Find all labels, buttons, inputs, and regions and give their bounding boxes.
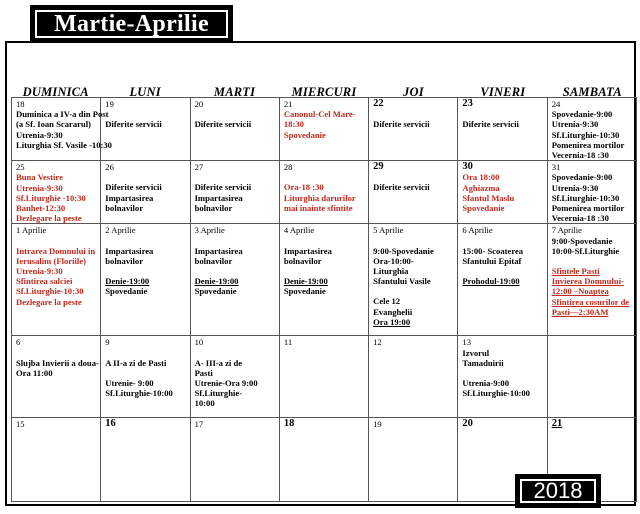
event-line: Sfintirea cosurilor de: [551, 296, 630, 307]
spacer: [462, 236, 544, 246]
day-number: 4 Aprilie: [283, 225, 315, 236]
event-line: 12:00 –Noaptea: [551, 286, 609, 297]
day-number: 23: [462, 98, 473, 109]
event-line: Sf.Liturghie-10:30: [551, 192, 620, 203]
day-cell: [12, 336, 101, 418]
event-line: Diferite servicii: [373, 182, 430, 193]
spacer: [16, 348, 98, 358]
day-cell: [369, 418, 458, 502]
event-line: bolnavilor: [194, 202, 233, 213]
day-number: 13: [462, 337, 471, 348]
weekday-label: VINERI: [480, 85, 526, 99]
event-line: 10:00: [194, 398, 215, 409]
week-row: [12, 336, 637, 418]
event-line: Liturghia: [373, 266, 409, 277]
spacer: [105, 348, 187, 358]
day-cell: [369, 98, 458, 161]
day-number: 28: [283, 162, 293, 173]
year-label: 2018: [533, 478, 583, 503]
event-line: Sfantului Epitaf: [462, 255, 522, 266]
event-line: Utrenia-9:30: [16, 182, 63, 193]
weekday-label: JOI: [403, 85, 424, 99]
year-badge: [515, 474, 601, 508]
day-cell: [12, 224, 101, 336]
day-number: 30: [462, 161, 473, 173]
day-cell: [458, 336, 547, 418]
event-line: Ora-10:00-: [373, 255, 414, 266]
spacer: [462, 109, 544, 119]
event-line: Spovedanie-9:00: [551, 172, 613, 183]
event-line: Prohodul-19:00: [462, 276, 520, 287]
event-line: Impartasirea: [283, 245, 332, 256]
event-line: Dezlegare la peste: [16, 296, 82, 307]
event-line: Impartasirea: [194, 192, 243, 203]
event-line: Pomenirea mortilor: [551, 139, 625, 150]
event-line: Sf.Liturghie -10:30: [16, 192, 86, 203]
event-line: Evanghelii: [373, 306, 413, 317]
day-cell: [458, 224, 547, 336]
day-number: 19: [105, 99, 114, 109]
event-line: 18:30: [283, 119, 304, 130]
event-line: 9:00-Spovedanie: [373, 245, 434, 256]
event-line: Spovedanie: [105, 286, 148, 297]
spacer: [284, 236, 366, 246]
event-line: Utrenia-9:00: [462, 378, 510, 389]
spacer: [105, 172, 187, 182]
day-cell: [279, 161, 368, 224]
day-number: 29: [373, 161, 384, 173]
day-cell: [547, 98, 636, 161]
event-line: Liturghia Sf. Vasile -10:30: [16, 139, 112, 150]
event-line: Diferite servicii: [105, 182, 162, 193]
day-number: 25: [16, 162, 25, 173]
event-line: bolnavilor: [105, 255, 144, 266]
day-number: 6: [16, 337, 21, 348]
spacer: [195, 266, 277, 276]
event-line: Ierusalim (Floriile): [16, 255, 86, 266]
event-line: Sf.Liturghie-10:00: [462, 388, 530, 399]
day-number: 20: [462, 418, 473, 430]
event-line: Ora 11:00: [16, 367, 53, 378]
spacer: [195, 172, 277, 182]
day-number: 27: [194, 162, 204, 173]
weekday-label: SAMBATA: [562, 85, 622, 99]
spacer: [105, 109, 187, 119]
spacer: [462, 368, 544, 378]
event-line: 9:00-Spovedanie: [551, 235, 613, 246]
day-cell: [279, 418, 368, 502]
day-cell: [101, 224, 190, 336]
week-row: [12, 98, 637, 161]
day-cell: [547, 336, 636, 418]
day-number: 12: [373, 337, 382, 348]
event-line: Denie-19:00: [283, 276, 328, 287]
day-cell: [190, 98, 279, 161]
spacer: [16, 236, 98, 246]
day-number: 1 Aprilie: [16, 225, 47, 236]
event-line: (a Sf. Ioan Scararul): [16, 119, 91, 130]
event-line: Sfintele Pasti: [551, 266, 600, 277]
event-line: Pomenirea mortilor: [551, 203, 625, 214]
event-line: Intrarea Domnului in: [16, 245, 96, 256]
day-cell: [12, 161, 101, 224]
day-cell: [190, 161, 279, 224]
spacer: [195, 348, 277, 358]
day-number: 9: [105, 337, 110, 348]
event-line: Tamaduirii: [462, 357, 504, 368]
event-line: Diferite servicii: [194, 119, 252, 130]
week-row: [12, 224, 637, 336]
week-row: [12, 161, 637, 224]
event-line: Izvorul: [462, 347, 490, 358]
day-number: 24: [551, 99, 561, 109]
event-line: Impartasirea: [105, 192, 154, 203]
event-line: Utrenia-9:30: [16, 266, 63, 277]
day-number: 26: [105, 162, 114, 173]
day-number: 21: [283, 99, 293, 109]
event-line: Banhet-12:30: [16, 203, 66, 214]
day-cell: [547, 161, 636, 224]
event-line: Ora-18 :30: [283, 182, 324, 193]
day-number: 5 Aprilie: [373, 225, 404, 236]
day-cell: [279, 336, 368, 418]
day-number: 18: [16, 99, 25, 109]
day-number: 16: [105, 418, 116, 430]
day-cell: [12, 418, 101, 502]
title-badge: [30, 5, 233, 43]
event-line: Buna Vestire: [16, 172, 63, 183]
day-cell: [547, 224, 636, 336]
event-line: Denie-19:00: [194, 276, 239, 287]
day-number: 15: [16, 419, 25, 430]
day-cell: [190, 336, 279, 418]
event-line: Diferite servicii: [373, 119, 430, 130]
day-number: 2 Aprilie: [105, 225, 136, 236]
event-line: Ora 18:00: [462, 172, 500, 183]
event-line: Diferite servicii: [194, 182, 252, 193]
event-line: Spovedanie: [194, 286, 237, 297]
day-number: 3 Aprilie: [194, 225, 225, 236]
event-line: 10:00-Sf.Liturghie: [551, 245, 620, 256]
event-line: Sfantul Maslu: [462, 192, 515, 203]
spacer: [373, 286, 455, 296]
event-line: Sf.Liturghie-10:00: [105, 388, 173, 399]
day-number: 21: [551, 418, 563, 430]
weekday-label: DUMINICA: [22, 85, 89, 99]
day-cell: [101, 418, 190, 502]
spacer: [373, 172, 455, 182]
spacer: [105, 266, 187, 276]
day-number: 20: [194, 99, 204, 109]
weekday-label: MARTI: [213, 85, 256, 99]
event-line: Canonul-Cel Mare-: [283, 109, 356, 120]
event-line: bolnavilor: [194, 255, 233, 266]
event-line: Impartasirea: [194, 245, 243, 256]
calendar-title: Martie-Aprilie: [54, 10, 209, 37]
event-line: Dezlegare la peste: [16, 213, 82, 224]
calendar-grid: [11, 97, 637, 502]
event-line: Sf.Liturghie-: [194, 388, 243, 399]
spacer: [462, 266, 544, 276]
event-line: Diferite servicii: [105, 119, 162, 130]
day-cell: [101, 161, 190, 224]
weekday-label: LUNI: [129, 85, 161, 99]
day-cell: [190, 418, 279, 502]
event-line: Denie-19:00: [105, 276, 150, 287]
event-line: bolnavilor: [283, 255, 322, 266]
spacer: [373, 109, 455, 119]
event-line: Ora 19:00: [373, 316, 411, 327]
event-line: Sfintirea salciei: [16, 276, 73, 287]
event-line: Diferite servicii: [462, 119, 519, 130]
spacer: [105, 236, 187, 246]
event-line: Utrenia-9:30: [551, 182, 599, 193]
event-line: Pasti: [194, 367, 213, 378]
event-line: Utrenie-Ora 9:00: [194, 378, 258, 389]
event-line: Spovedanie-9:00: [551, 109, 613, 120]
day-cell: [369, 161, 458, 224]
spacer: [195, 236, 277, 246]
day-cell: [279, 98, 368, 161]
event-line: Vecernia-18 :30: [551, 213, 609, 224]
day-cell: [190, 224, 279, 336]
day-number: 22: [373, 98, 384, 109]
day-cell: [279, 224, 368, 336]
event-line: Spovedanie: [462, 203, 505, 214]
day-number: 19: [373, 419, 382, 430]
day-number: 11: [283, 337, 293, 348]
event-line: Vecernia-18 :30: [551, 150, 609, 161]
event-line: Slujba Invierii a doua-: [16, 357, 99, 368]
event-line: Aghiazma: [462, 182, 500, 193]
event-line: Sf.Liturghie-10:30: [16, 286, 84, 297]
day-cell: [101, 98, 190, 161]
event-line: Pasti—2:30AM: [551, 306, 609, 317]
event-line: mai inainte sfintite: [283, 202, 353, 213]
day-cell: [458, 98, 547, 161]
event-line: A- III-a zi de: [194, 357, 243, 368]
day-number: 31: [551, 162, 561, 173]
day-cell: [101, 336, 190, 418]
spacer: [552, 256, 634, 266]
day-number: 6 Aprilie: [462, 225, 493, 236]
event-line: Impartasirea: [105, 245, 154, 256]
event-line: bolnavilor: [105, 202, 144, 213]
event-line: Sfantului Vasile: [373, 276, 431, 287]
event-line: Spovedanie: [283, 286, 326, 297]
day-number: 17: [194, 419, 204, 430]
day-cell: [369, 224, 458, 336]
event-line: Sf.Liturghie-10:30: [551, 129, 620, 140]
event-line: Cele 12: [373, 296, 401, 307]
event-line: Duminica a IV-a din Post: [16, 109, 109, 120]
event-line: 15:00- Scoaterea: [462, 245, 524, 256]
day-number: 18: [283, 418, 295, 430]
event-line: Utrenia-9:30: [16, 129, 63, 140]
day-cell: [458, 161, 547, 224]
event-line: Utrenie- 9:00: [105, 377, 154, 388]
event-line: Utrenia-9:30: [551, 119, 599, 130]
day-number: 10: [194, 337, 204, 348]
event-line: Spovedanie: [283, 129, 326, 140]
spacer: [105, 368, 187, 378]
spacer: [195, 109, 277, 119]
weekday-label: MIERCURI: [291, 85, 357, 99]
spacer: [284, 266, 366, 276]
day-cell: [369, 336, 458, 418]
day-number: 7 Aprilie: [551, 225, 583, 236]
event-line: A II-a zi de Pasti: [105, 357, 167, 368]
event-line: Liturghia darurilor: [283, 192, 356, 203]
spacer: [284, 172, 366, 182]
event-line: Invierea Domnului-: [551, 276, 624, 287]
spacer: [373, 236, 455, 246]
